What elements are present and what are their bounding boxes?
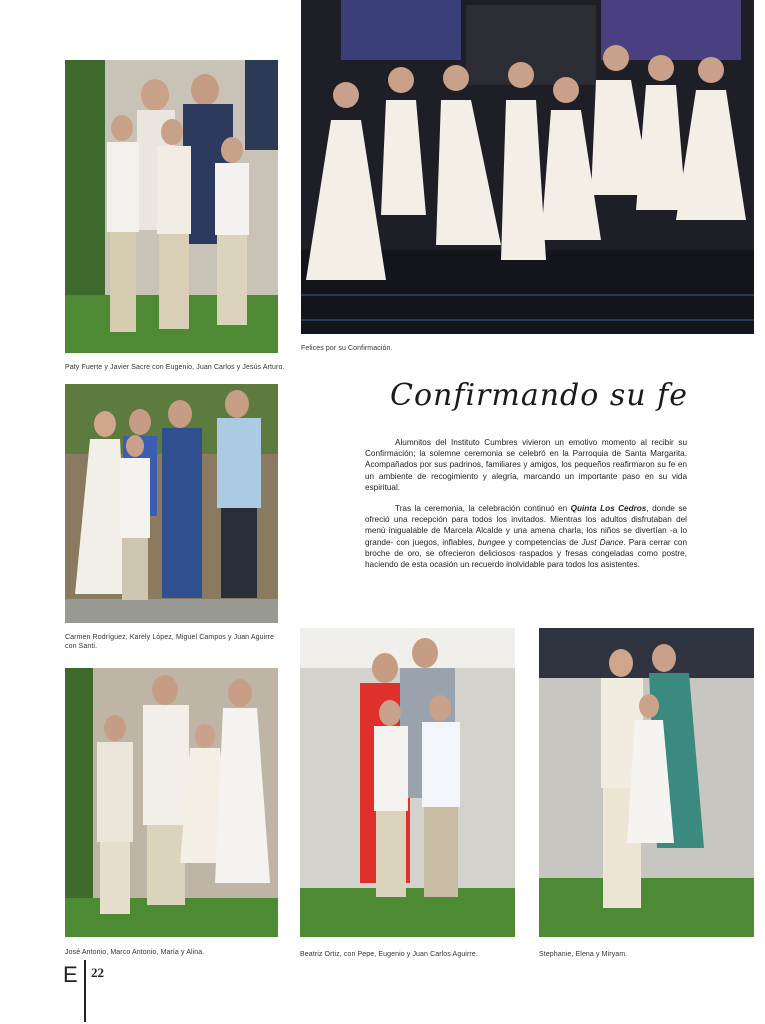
caption-family-rodriguez: Carmen Rodríguez, Karely López, Miguel Campos y Juan Aguirre con Santi.	[65, 634, 275, 650]
photo-family-stephanie	[539, 628, 754, 937]
article-body	[365, 437, 687, 570]
caption-family-stephanie: Stephanie, Elena y Miryam.	[539, 951, 628, 958]
photo-girls-group	[301, 0, 754, 334]
photo-family-antonio	[65, 668, 278, 937]
caption-family-sacre: Paty Fuerte y Javier Sacre con Eugenio, Juan Carlos y Jesús Arturo.	[65, 364, 285, 371]
photo-family-rodriguez	[65, 384, 278, 623]
caption-family-antonio: José Antonio, Marco Antonio, María y Alina.	[65, 949, 205, 956]
footer-divider	[84, 960, 86, 1022]
article-paragraph-1: Alumnitos del Instituto Cumbres vivieron un emotivo momento al recibir su Confirmación; la solemne ceremonia se celebró en la Parroquia de Santa Margarita. Acompañados por sus padrinos, familiares y amigos, los pequeños reafirmaron su fe en un ambiente de recogimiento y alegría, marcando un importante paso en su vida espiritual.	[365, 438, 687, 492]
photo-family-sacre	[65, 60, 278, 353]
article-title: Confirmando su fe	[390, 378, 688, 413]
photo-family-ortiz	[300, 628, 515, 937]
caption-family-ortiz: Beatriz Ortiz, con Pepe, Eugenio y Juan Carlos Aguirre.	[300, 951, 478, 958]
article-paragraph-2: Tras la ceremonia, la celebración continuó en Quinta Los Cedros, donde se ofreció una recepción para todos los invitados. Mientras los adultos disfrutaban del menú inigualable de Marcela Alcalde y una amena charla, los niños se divertían -a lo grande- con juegos, inflables, bungee y competencias de Just Dance. Para cerrar con broche de oro, se ofrecieron deliciosos raspados y fresas congeladas como postre, haciendo de esta ocasión un recuerdo inolvidable para todos los asistentes.	[365, 504, 687, 570]
brand-letter: E	[63, 962, 78, 987]
caption-girls-group: Felices por su Confirmación.	[301, 345, 393, 352]
page-number: 22	[91, 965, 104, 980]
